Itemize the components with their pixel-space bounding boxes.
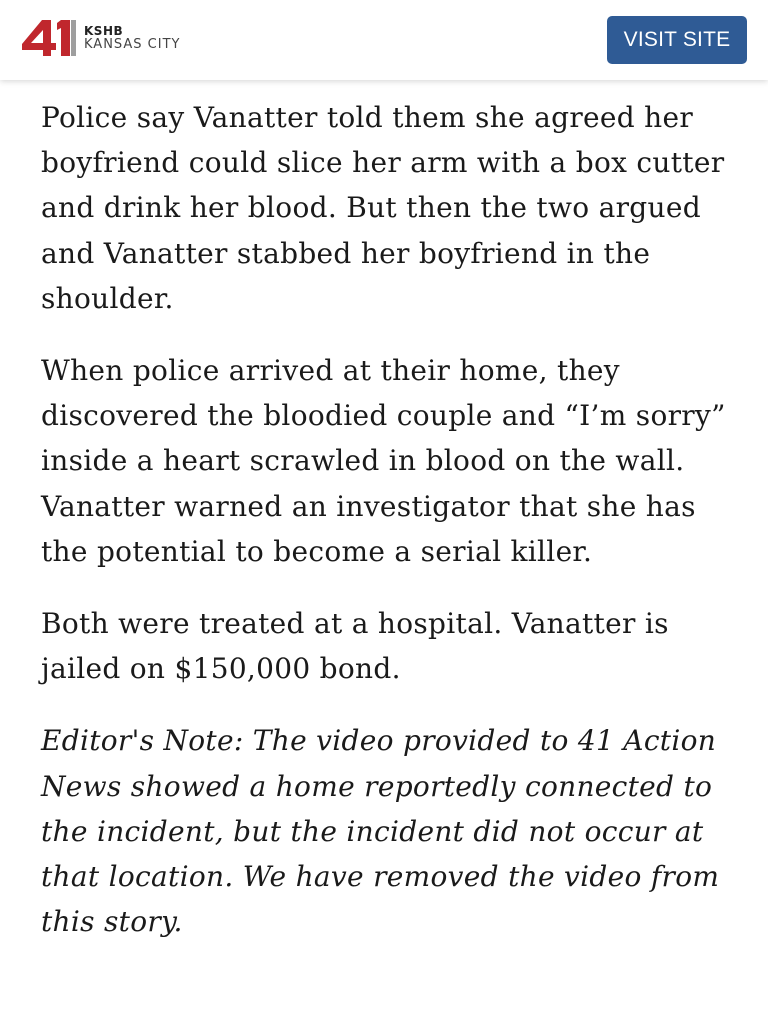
logo-41-icon	[20, 19, 78, 57]
article-paragraph-1: Police say Vanatter told them she agreed her boyfriend could slice her arm with a box cutter and drink her blood. But then the two argued and Vanatter stabbed her boyfriend in the shoulder.	[41, 101, 725, 315]
logo-text	[84, 25, 180, 51]
logo-callsign: KSHB	[84, 24, 124, 38]
editor-note: Editor's Note: The video provided to 41 Action News showed a home reportedly connected to the incident, but the incident did not occur at that location. We have removed the video from this story.	[41, 724, 720, 939]
logo-city: KANSAS CITY	[84, 37, 181, 52]
station-logo[interactable]	[20, 18, 180, 58]
article-body	[41, 95, 731, 971]
article-paragraph-2: When police arrived at their home, they discovered the bloodied couple and “I’m sorry” inside a heart scrawled in blood on the wall. Vanatter warned an investigator that she has the potential to become a serial killer.	[41, 354, 726, 568]
visit-site-button[interactable]: VISIT SITE	[607, 16, 747, 64]
article-paragraph-3: Both were treated at a hospital. Vanatter is jailed on $150,000 bond.	[41, 607, 669, 686]
site-header	[0, 0, 768, 80]
